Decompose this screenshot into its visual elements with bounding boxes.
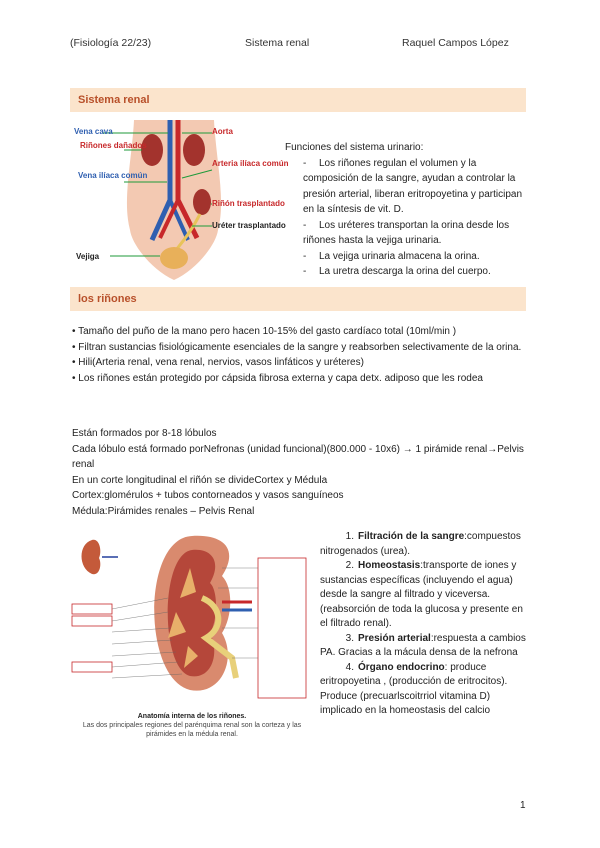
section-band-sistema-renal — [70, 88, 526, 112]
numbered-item: 4. Órgano endocrino: produce eritropoyetina , (producción de eritrocitos). Produce (precuarlscoitrriol vitamina D) implicado en la homeostasis del calcio — [320, 661, 508, 716]
numbered-item: 1. Filtración de la sangre:compuestos nitrogenados (urea). — [320, 531, 521, 557]
section-title: los riñones — [78, 293, 137, 305]
header-author: Raquel Campos López — [402, 37, 509, 49]
paragraph-line: Cada lóbulo está formado porNefronas (unidad funcional)(800.000 - 10x6) → 1 pirámide renal→Pelvis renal — [72, 443, 524, 470]
label-vejiga: Vejiga — [76, 252, 100, 261]
bullet-item: • Tamaño del puño de la mano pero hacen 10-15% del gasto cardíaco total (10ml/min ) — [72, 326, 457, 337]
bullet-item: • Filtran sustancias fisiológicamente esenciales de la sangre y reabsorben selectivamente de la orina. — [72, 341, 522, 353]
paragraph-line: En un corte longitudinal el riñón se divideCortex y Médula — [72, 474, 328, 486]
section-band-los-rinones — [70, 287, 526, 311]
function-item: - Los uréteres transportan la orina desde los riñones hasta la vejiga urinaria. — [303, 219, 510, 246]
bullet-item: • Los riñones están protegido por cápsida fibrosa externa y capa detx. adiposo que les rodea — [72, 372, 483, 384]
lobule-paragraph — [72, 426, 528, 519]
transplant-kidney-figure — [72, 120, 289, 280]
label-ureter: Uréter trasplantado — [212, 221, 286, 230]
numbered-item: 3. Presión arterial:respuesta a cambios PA. Gracias a la mácula densa de la nefrona — [320, 632, 526, 658]
functions-heading: Funciones del sistema urinario: — [285, 142, 424, 153]
kidney-anatomy-figure — [72, 528, 312, 710]
bullet-list — [72, 324, 528, 386]
label-vena-iliaca: Vena ilíaca común — [78, 171, 148, 180]
function-item: - La uretra descarga la orina del cuerpo. — [303, 266, 491, 277]
paragraph-line: Médula:Pirámides renales – Pelvis Renal — [72, 505, 255, 517]
label-aorta: Aorta — [212, 127, 233, 136]
section-title: Sistema renal — [78, 94, 150, 106]
label-rinon-trasplantado: Riñón trasplantado — [212, 199, 285, 208]
numbered-functions — [320, 530, 530, 719]
page-number: 1 — [520, 800, 526, 811]
label-vena-cava: Vena cava — [74, 127, 113, 136]
paragraph-line: Están formados por 8-18 lóbulos — [72, 428, 217, 439]
label-arteria-iliaca: Arteria ilíaca común — [212, 159, 289, 168]
numbered-item: 2. Homeostasis:transporte de iones y sustancias específicas (incluyendo el agua) desde la sangre al filtrado y viceversa. (reabsorción de toda la glucosa y presente en el filtrado renal). — [320, 560, 523, 629]
paragraph-line: Cortex:glomérulos + tubos contorneados y vasos sanguíneos — [72, 490, 344, 501]
function-item: - Los riñones regulan el volumen y la composición de la sangre, ayudan a controlar la presión arterial, liberan eritropoyetina y participan en la síntesis de vit. D. — [303, 157, 523, 215]
bullet-item: • Hili(Arteria renal, vena renal, nervios, vasos linfáticos y uréteres) — [72, 357, 364, 368]
label-rinones-danados: Riñones dañados — [80, 141, 147, 150]
caption-text: Las dos principales regiones del parénquima renal son la corteza y las pirámides en la médula renal. — [82, 722, 302, 738]
functions-block — [285, 140, 525, 280]
function-item: - La vejiga urinaria almacena la orina. — [303, 250, 480, 262]
header-topic: Sistema renal — [245, 37, 310, 49]
header-course: (Fisiología 22/23) — [70, 37, 152, 49]
caption-title: Anatomía interna de los riñones. — [137, 713, 247, 720]
figure-caption — [72, 712, 312, 739]
